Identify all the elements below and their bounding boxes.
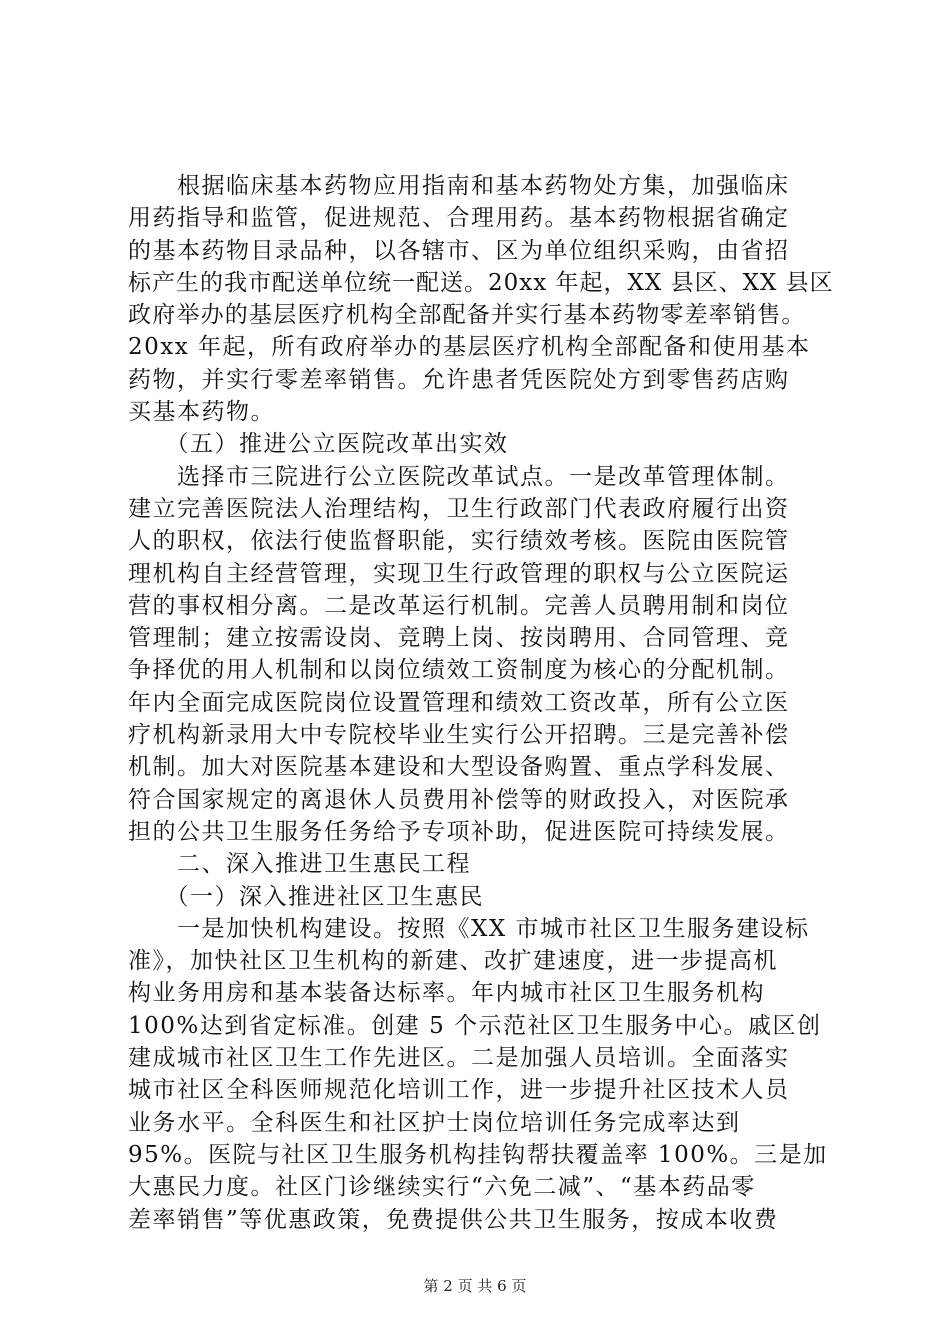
text-line: 管理制；建立按需设岗、竞聘上岗、按岗聘用、合同管理、竞 [128,625,790,652]
text-line: 选择市三院进行公立医院改革试点。一是改革管理体制。 [128,463,790,490]
text-line: 大惠民力度。社区门诊继续实行“六免二减”、“基本药品零 [128,1174,756,1201]
text-line: 疗机构新录用大中专院校毕业生实行公开招聘。三是完善补偿 [128,722,790,749]
text-line: 人的职权，依法行使监督职能，实行绩效考核。医院由医院管 [128,528,790,555]
text-line: 20xx 年起，所有政府举办的基层医疗机构全部配备和使用基本 [128,334,811,361]
section-heading: （五）推进公立医院改革出实效 [128,431,509,458]
text-line: 构业务用房和基本装备达标率。年内城市社区卫生服务机构 [128,980,765,1007]
text-line: 药物，并实行零差率销售。允许患者凭医院处方到零售药店购 [128,366,790,393]
subsection-heading: （一）深入推进社区卫生惠民 [128,883,484,910]
text-line: 用药指导和监管，促进规范、合理用药。基本药物根据省确定 [128,205,790,232]
text-line: 符合国家规定的离退休人员费用补偿等的财政投入，对医院承 [128,786,790,813]
page-footer: 第 2 页 共 6 页 [423,1277,527,1295]
text-line: 城市社区全科医师规范化培训工作，进一步提升社区技术人员 [128,1077,790,1104]
text-line: 担的公共卫生服务任务给予专项补助，促进医院可持续发展。 [128,818,790,845]
text-line: 理机构自主经营管理，实现卫生行政管理的职权与公立医院运 [128,560,790,587]
document-body [128,170,840,1236]
text-line: 争择优的用人机制和以岗位绩效工资制度为核心的分配机制。 [128,657,790,684]
text-line: 一是加快机构建设。按照《XX 市城市社区卫生服务建设标 [128,915,810,942]
text-line: 营的事权相分离。二是改革运行机制。完善人员聘用制和岗位 [128,592,790,619]
section-heading: 二、深入推进卫生惠民工程 [128,851,471,878]
text-line: 业务水平。全科医生和社区护士岗位培训任务完成率达到 [128,1109,741,1136]
text-line: 标产生的我市配送单位统一配送。20xx 年起，XX 县区、XX 县区 [128,269,834,296]
text-line: 机制。加大对医院基本建设和大型设备购置、重点学科发展、 [128,754,790,781]
text-line: 买基本药物。 [128,399,275,426]
text-line: 政府举办的基层医疗机构全部配备并实行基本药物零差率销售。 [128,302,806,329]
text-line: 准》，加快社区卫生机构的新建、改扩建速度，进一步提高机 [128,948,778,975]
text-line: 100%达到省定标准。创建 5 个示范社区卫生服务中心。戚区创 [128,1012,822,1039]
text-line: 建成城市社区卫生工作先进区。二是加强人员培训。全面落实 [128,1045,790,1072]
text-line: 的基本药物目录品种，以各辖市、区为单位组织采购，由省招 [128,237,790,264]
text-line: 建立完善医院法人治理结构，卫生行政部门代表政府履行出资 [128,495,790,522]
text-line: 95%。医院与社区卫生服务机构挂钩帮扶覆盖率 100%。三是加 [128,1141,828,1168]
text-line: 差率销售”等优惠政策，免费提供公共卫生服务，按成本收费 [128,1206,779,1233]
text-line: 年内全面完成医院岗位设置管理和绩效工资改革，所有公立医 [128,689,790,716]
text-line: 根据临床基本药物应用指南和基本药物处方集，加强临床 [128,173,790,199]
